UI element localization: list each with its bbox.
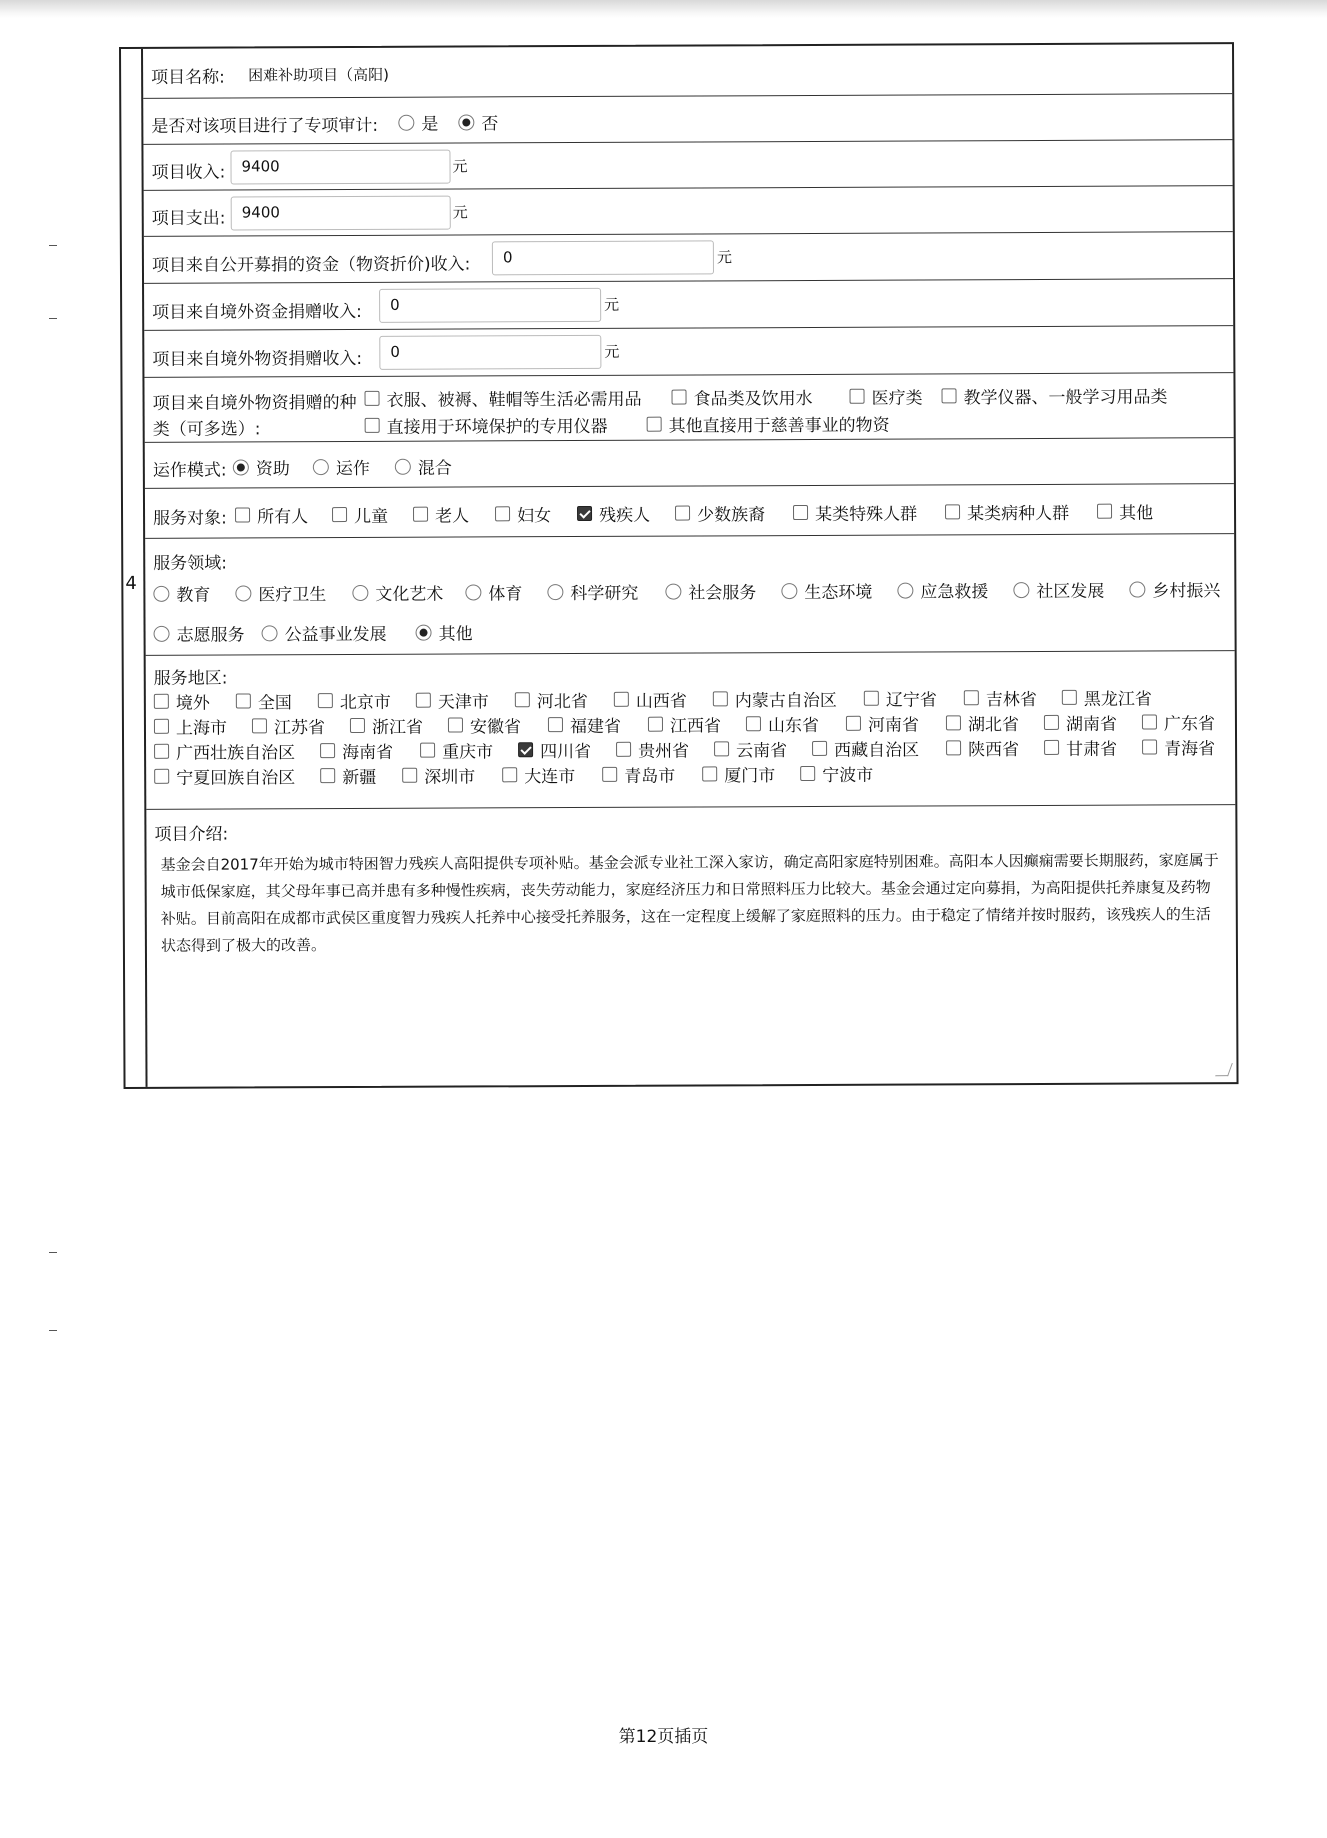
radio-icon[interactable] <box>465 584 481 600</box>
goods-types-row <box>144 373 1233 443</box>
service-field-label: 服务领域: <box>153 553 228 574</box>
margin-mark <box>49 318 57 319</box>
region-option[interactable]: 青岛市 <box>602 762 675 787</box>
goods-types-label-line2: 类（可多选）: <box>152 419 261 440</box>
service-region-row <box>146 651 1236 810</box>
service-field-row <box>145 534 1235 656</box>
expense-row <box>144 186 1233 237</box>
checkbox-icon[interactable] <box>946 740 961 755</box>
checkbox-icon[interactable] <box>746 716 761 731</box>
checkbox-icon[interactable] <box>714 741 729 756</box>
form-content <box>143 44 1237 1087</box>
checkbox-icon[interactable] <box>1142 739 1157 754</box>
region-option[interactable]: 山东省 <box>746 711 819 736</box>
checkbox-checked-icon[interactable] <box>577 506 592 521</box>
public-fundraising-label: 项目来自公开募捐的资金（物资折价)收入: <box>151 254 471 276</box>
overseas-goods-unit: 元 <box>604 342 620 361</box>
audit-label: 是否对该项目进行了专项审计: <box>151 115 379 137</box>
overseas-goods-label: 项目来自境外物资捐赠收入: <box>152 348 363 370</box>
region-option[interactable]: 河南省 <box>846 711 919 736</box>
checkbox-icon[interactable] <box>647 417 662 432</box>
region-option[interactable]: 宁夏回族自治区 <box>154 763 295 789</box>
goods-type-option[interactable]: 医疗类 <box>849 383 922 408</box>
region-option[interactable]: 北京市 <box>318 688 391 713</box>
audit-row <box>143 94 1232 145</box>
service-field-option-selected[interactable]: 其他 <box>416 619 473 644</box>
checkbox-icon[interactable] <box>235 507 250 522</box>
radio-icon[interactable] <box>395 458 411 474</box>
goods-type-option[interactable]: 教学仪器、一般学习用品类 <box>941 382 1167 408</box>
audit-option-yes[interactable]: 是 <box>398 110 438 135</box>
checkbox-icon[interactable] <box>945 504 960 519</box>
service-field-option[interactable]: 医疗卫生 <box>235 580 326 605</box>
region-option[interactable]: 天津市 <box>416 687 489 712</box>
service-field-option[interactable]: 公益事业发展 <box>262 620 387 646</box>
public-fundraising-row <box>144 232 1233 284</box>
service-target-option[interactable]: 某类特殊人群 <box>793 500 917 526</box>
radio-icon[interactable] <box>781 583 797 599</box>
checkbox-icon[interactable] <box>616 742 631 757</box>
radio-icon[interactable] <box>262 625 278 641</box>
service-region-label: 服务地区: <box>153 668 228 689</box>
checkbox-icon[interactable] <box>320 768 335 783</box>
region-option[interactable]: 深圳市 <box>402 762 475 787</box>
service-target-option[interactable]: 某类病种人群 <box>945 499 1069 525</box>
region-option[interactable]: 吉林省 <box>964 685 1037 710</box>
radio-icon[interactable] <box>665 583 681 599</box>
service-field-option[interactable]: 教育 <box>153 581 210 606</box>
radio-icon[interactable] <box>235 585 251 601</box>
service-field-option[interactable]: 社区发展 <box>1013 577 1104 602</box>
checkbox-icon[interactable] <box>154 719 169 734</box>
checkbox-icon[interactable] <box>154 744 169 759</box>
service-target-option[interactable]: 老人 <box>413 501 469 526</box>
radio-checked-icon[interactable] <box>233 459 249 475</box>
goods-type-option[interactable]: 食品类及饮用水 <box>671 384 812 410</box>
service-field-option[interactable]: 体育 <box>465 579 522 604</box>
checkbox-icon[interactable] <box>502 767 517 782</box>
checkbox-icon[interactable] <box>946 715 961 730</box>
radio-icon[interactable] <box>352 584 368 600</box>
service-target-option[interactable]: 妇女 <box>495 501 551 526</box>
checkbox-icon[interactable] <box>515 692 530 707</box>
region-option[interactable]: 青海省 <box>1142 734 1215 759</box>
region-option[interactable]: 宁波市 <box>800 761 873 786</box>
project-name-row <box>143 44 1232 99</box>
radio-checked-icon[interactable] <box>458 114 474 130</box>
checkbox-icon[interactable] <box>318 693 333 708</box>
service-targets-label: 服务对象: <box>153 508 227 529</box>
checkbox-icon[interactable] <box>1062 690 1077 705</box>
checkbox-icon[interactable] <box>793 505 808 520</box>
overseas-funds-input[interactable]: 0 <box>379 288 601 323</box>
operation-mode-option[interactable]: 资助 <box>233 454 290 479</box>
checkbox-icon[interactable] <box>252 718 267 733</box>
region-option[interactable]: 广东省 <box>1142 709 1215 734</box>
overseas-funds-row <box>144 279 1233 331</box>
operation-mode-row <box>145 438 1234 489</box>
region-option[interactable]: 内蒙古自治区 <box>713 686 837 712</box>
expense-input[interactable]: 9400 <box>231 196 451 231</box>
overseas-goods-input[interactable]: 0 <box>379 335 601 370</box>
region-option[interactable]: 河北省 <box>515 687 588 712</box>
public-fundraising-unit: 元 <box>716 248 732 267</box>
checkbox-icon[interactable] <box>320 743 335 758</box>
goods-type-option[interactable]: 直接用于环境保护的专用仪器 <box>365 412 608 438</box>
checkbox-icon[interactable] <box>713 691 728 706</box>
checkbox-icon[interactable] <box>864 691 879 706</box>
audit-option-no[interactable]: 否 <box>458 109 498 134</box>
radio-checked-icon[interactable] <box>416 624 432 640</box>
service-field-option[interactable]: 科学研究 <box>547 579 638 604</box>
introduction-row <box>146 805 1236 1089</box>
region-option[interactable]: 湖北省 <box>946 710 1019 735</box>
introduction-label: 项目介绍: <box>154 824 229 845</box>
region-option[interactable]: 福建省 <box>548 712 621 737</box>
income-label: 项目收入: <box>151 162 226 183</box>
checkbox-icon[interactable] <box>416 693 431 708</box>
operation-mode-label: 运作模式: <box>152 460 227 481</box>
region-option[interactable]: 江苏省 <box>252 713 325 738</box>
checkbox-icon[interactable] <box>849 389 864 404</box>
service-target-option[interactable]: 所有人 <box>235 502 308 527</box>
operation-mode-option[interactable]: 运作 <box>313 454 370 479</box>
checkbox-icon[interactable] <box>702 766 717 781</box>
resize-handle-icon[interactable] <box>1215 1063 1233 1076</box>
service-target-option[interactable]: 其他 <box>1097 498 1153 523</box>
checkbox-icon[interactable] <box>420 743 435 758</box>
checkbox-icon[interactable] <box>332 507 347 522</box>
checkbox-icon[interactable] <box>365 391 380 406</box>
radio-icon[interactable] <box>547 584 563 600</box>
margin-mark <box>49 245 57 246</box>
region-option[interactable]: 西藏自治区 <box>812 736 919 761</box>
service-field-option[interactable]: 文化艺术 <box>352 580 443 605</box>
checkbox-checked-icon[interactable] <box>518 742 533 757</box>
radio-icon[interactable] <box>154 625 170 641</box>
checkbox-icon[interactable] <box>648 717 663 732</box>
region-option[interactable]: 境外 <box>154 689 210 714</box>
service-target-option-checked[interactable]: 残疾人 <box>577 501 650 526</box>
region-option[interactable]: 上海市 <box>154 714 227 739</box>
project-form <box>119 42 1239 1089</box>
page-footer: 第12页插页 <box>618 1727 709 1747</box>
checkbox-icon[interactable] <box>1142 714 1157 729</box>
introduction-text[interactable]: 基金会自2017年开始为城市特困智力残疾人高阳提供专项补贴。基金会派专业社工深入家访，确定高阳家庭特别困难。高阳本人因癫痫需要长期服药，家庭属于城市低保家庭，其父母年事已高并患有多种慢性疾病，丧失劳动能力，家庭经济压力和日常照料压力比较大。基金会通过定向募捐，为高阳提供托养康复及药物补贴。目前高阳在成都市武侯区重度智力残疾人托养中心接受托养服务，这在一定程度上缓解了家庭照料的压力。由于稳定了情绪并按时服药，该残疾人的生活状态得到了极大的改善。 <box>160 851 1219 955</box>
operation-mode-option[interactable]: 混合 <box>395 454 452 479</box>
service-field-option[interactable]: 乡村振兴 <box>1129 576 1220 601</box>
radio-icon[interactable] <box>1129 581 1145 597</box>
region-option[interactable]: 甘肃省 <box>1044 735 1117 760</box>
checkbox-icon[interactable] <box>1044 740 1059 755</box>
service-target-option[interactable]: 少数族裔 <box>675 500 765 525</box>
checkbox-icon[interactable] <box>941 388 956 403</box>
region-option-checked[interactable]: 四川省 <box>518 737 591 762</box>
radio-icon[interactable] <box>1013 582 1029 598</box>
region-option[interactable]: 重庆市 <box>420 737 493 762</box>
expense-label: 项目支出: <box>151 208 226 229</box>
checkbox-icon[interactable] <box>602 767 617 782</box>
checkbox-icon[interactable] <box>812 741 827 756</box>
region-option[interactable]: 全国 <box>236 688 292 713</box>
region-option[interactable]: 厦门市 <box>702 761 775 786</box>
checkbox-icon[interactable] <box>413 507 428 522</box>
expense-unit: 元 <box>452 203 468 222</box>
overseas-funds-label: 项目来自境外资金捐赠收入: <box>152 301 362 323</box>
checkbox-icon[interactable] <box>365 418 380 433</box>
radio-icon[interactable] <box>313 459 329 475</box>
scan-top-shade <box>0 0 1327 18</box>
region-option[interactable]: 大连市 <box>502 762 575 787</box>
region-option[interactable]: 辽宁省 <box>864 685 937 710</box>
service-field-option[interactable]: 社会服务 <box>665 578 756 603</box>
checkbox-icon[interactable] <box>350 718 365 733</box>
service-field-option[interactable]: 应急救援 <box>897 577 988 602</box>
region-option[interactable]: 贵州省 <box>616 737 689 762</box>
goods-type-option[interactable]: 其他直接用于慈善事业的物资 <box>647 411 890 437</box>
checkbox-icon[interactable] <box>800 766 815 781</box>
income-row <box>143 140 1232 191</box>
checkbox-icon[interactable] <box>846 716 861 731</box>
row-number: 4 <box>125 572 137 594</box>
region-option[interactable]: 山西省 <box>614 687 687 712</box>
checkbox-icon[interactable] <box>548 717 563 732</box>
region-option[interactable]: 浙江省 <box>350 713 423 738</box>
region-option[interactable]: 江西省 <box>648 711 721 736</box>
radio-icon[interactable] <box>153 585 169 601</box>
income-input[interactable]: 9400 <box>230 150 450 185</box>
service-field-option[interactable]: 生态环境 <box>781 578 872 603</box>
project-name-value[interactable]: 困难补助项目（高阳) <box>248 65 390 85</box>
radio-icon[interactable] <box>897 582 913 598</box>
checkbox-icon[interactable] <box>154 694 169 709</box>
region-option[interactable]: 陕西省 <box>946 735 1019 760</box>
region-option[interactable]: 黑龙江省 <box>1062 684 1152 709</box>
income-unit: 元 <box>452 157 468 176</box>
checkbox-icon[interactable] <box>1097 504 1112 519</box>
checkbox-icon[interactable] <box>236 693 251 708</box>
region-option[interactable]: 云南省 <box>714 736 787 761</box>
project-name-label: 项目名称: <box>151 67 225 88</box>
checkbox-icon[interactable] <box>154 769 169 784</box>
public-fundraising-input[interactable]: 0 <box>492 240 714 275</box>
checkbox-icon[interactable] <box>448 718 463 733</box>
margin-mark <box>49 1330 57 1331</box>
checkbox-icon[interactable] <box>675 506 690 521</box>
margin-mark <box>49 1252 57 1253</box>
checkbox-icon[interactable] <box>402 768 417 783</box>
region-option[interactable]: 新疆 <box>320 763 376 788</box>
overseas-funds-unit: 元 <box>604 295 620 314</box>
region-option[interactable]: 海南省 <box>320 738 393 763</box>
checkbox-icon[interactable] <box>964 690 979 705</box>
goods-type-option[interactable]: 衣服、被褥、鞋帽等生活必需用品 <box>364 385 641 411</box>
region-option[interactable]: 安徽省 <box>448 712 521 737</box>
region-option[interactable]: 湖南省 <box>1044 710 1117 735</box>
region-option[interactable]: 广西壮族自治区 <box>154 738 295 764</box>
service-field-option[interactable]: 志愿服务 <box>154 620 245 645</box>
checkbox-icon[interactable] <box>672 390 687 405</box>
goods-types-label-line1: 项目来自境外物资捐赠的种 <box>152 392 357 414</box>
radio-icon[interactable] <box>398 114 414 130</box>
service-targets-row <box>145 484 1234 539</box>
service-target-option[interactable]: 儿童 <box>332 502 388 527</box>
checkbox-icon[interactable] <box>614 692 629 707</box>
overseas-goods-row <box>144 326 1233 378</box>
checkbox-icon[interactable] <box>1044 715 1059 730</box>
checkbox-icon[interactable] <box>495 506 510 521</box>
